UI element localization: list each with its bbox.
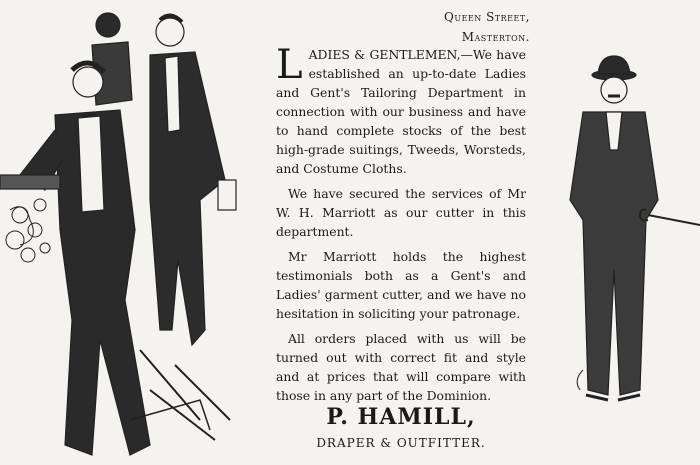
ad-paragraph-1-text: ADIES & GENTLEMEN,—We have established an up-to-date Ladies and Gent's Tailoring Department in connection with our business and have to hand complete stocks of the best high-grade suitings, Tweeds, Worsteds, and Costume Cloths.: [276, 47, 526, 176]
ad-paragraph-1: [276, 42, 526, 178]
advertisement-body: [276, 42, 526, 411]
ad-paragraph-3: Mr Marriott holds the highest testimonials both as a Gent's and Ladies' garment cutter, and we have no hesitation in soliciting your patronage.: [276, 249, 526, 321]
gentlemen-evening-dress-illustration: [0, 0, 262, 465]
ad-paragraph-2: We have secured the services of Mr W. H. Marriott as our cutter in this department.: [276, 186, 526, 239]
signature-title: DRAPER & OUTFITTER.: [316, 436, 486, 450]
street-address: Queen Street,: [444, 10, 530, 24]
dropcap-letter: L: [276, 42, 303, 88]
ad-paragraph-4: All orders placed with us will be turned out with correct fit and style and at prices that will compare with those in any part of the Dominion.: [276, 331, 526, 403]
gentleman-bowler-hat-illustration: [528, 50, 700, 415]
town-name: Masterton.: [461, 30, 530, 44]
address-block: [390, 8, 530, 46]
signature-name: P. HAMILL,: [326, 404, 476, 430]
